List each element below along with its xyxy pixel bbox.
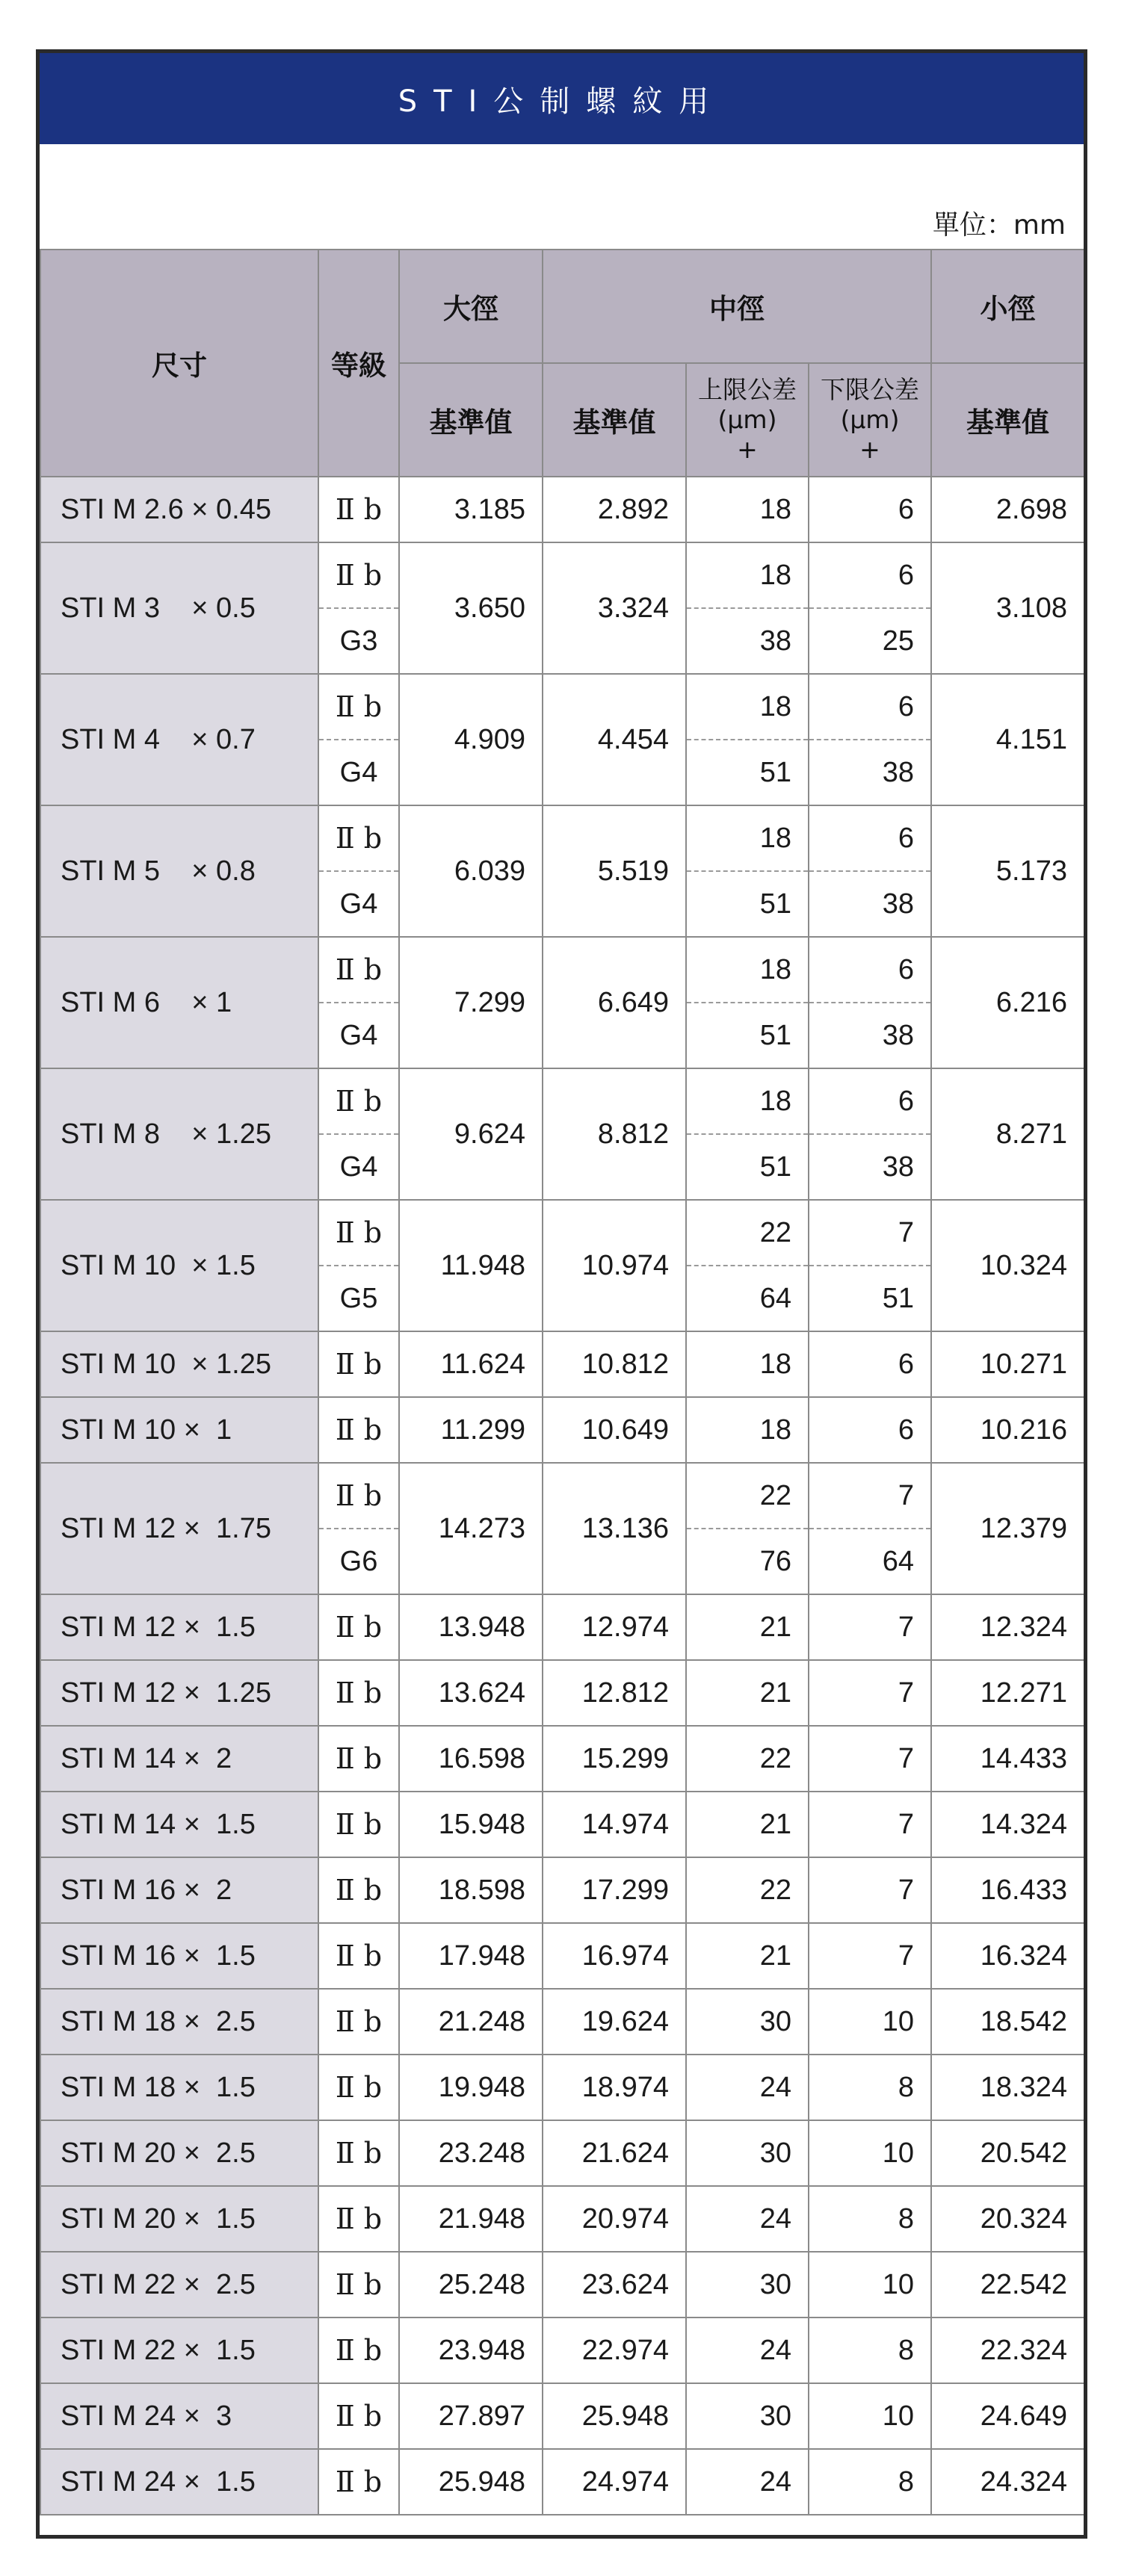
size-cell: STI M 14 × 2 [40, 1726, 318, 1792]
header-major-basic: 基準值 [399, 363, 543, 477]
grade-cell: Ⅱ b [318, 542, 399, 608]
table-row [40, 1726, 1084, 1792]
upper-tolerance-cell: 21 [686, 1792, 809, 1857]
upper-tolerance-cell: 21 [686, 1660, 809, 1726]
size-cell: STI M 16 × 2 [40, 1857, 318, 1923]
upper-tolerance-unit: (μm) [717, 405, 777, 434]
minor-basic-cell: 22.542 [931, 2252, 1084, 2318]
minor-basic-cell: 8.271 [931, 1068, 1084, 1200]
pitch-basic-cell: 21.624 [543, 2120, 686, 2186]
grade-cell: G3 [318, 608, 399, 674]
lower-tolerance-cell: 7 [809, 1792, 931, 1857]
lower-tolerance-cell: 10 [809, 2252, 931, 2318]
lower-tolerance-cell: 38 [809, 740, 931, 805]
upper-tolerance-cell: 51 [686, 1134, 809, 1200]
major-basic-cell: 3.185 [399, 477, 543, 542]
table-row [40, 477, 1084, 542]
pitch-basic-cell: 12.974 [543, 1594, 686, 1660]
size-cell: STI M 3 × 0.5 [40, 542, 318, 674]
table-row [40, 937, 1084, 1003]
table-row [40, 1989, 1084, 2055]
pitch-basic-cell: 15.299 [543, 1726, 686, 1792]
grade-cell: Ⅱ b [318, 2055, 399, 2120]
grade-cell: Ⅱ b [318, 1463, 399, 1529]
pitch-basic-cell: 24.974 [543, 2449, 686, 2515]
upper-tolerance-cell: 18 [686, 805, 809, 871]
table-row [40, 2120, 1084, 2186]
pitch-basic-cell: 2.892 [543, 477, 686, 542]
pitch-basic-cell: 12.812 [543, 1660, 686, 1726]
lower-tolerance-cell: 7 [809, 1660, 931, 1726]
header-minor-basic: 基準值 [931, 363, 1084, 477]
pitch-basic-cell: 16.974 [543, 1923, 686, 1989]
spec-sheet [36, 49, 1087, 2539]
upper-tolerance-cell: 22 [686, 1726, 809, 1792]
pitch-basic-cell: 5.519 [543, 805, 686, 937]
lower-tolerance-cell: 8 [809, 2318, 931, 2383]
minor-basic-cell: 16.433 [931, 1857, 1084, 1923]
grade-cell: Ⅱ b [318, 2318, 399, 2383]
major-basic-cell: 23.248 [399, 2120, 543, 2186]
table-row [40, 674, 1084, 740]
table-row [40, 1660, 1084, 1726]
upper-tolerance-cell: 30 [686, 2120, 809, 2186]
upper-tolerance-cell: 38 [686, 608, 809, 674]
minor-basic-cell: 24.649 [931, 2383, 1084, 2449]
major-basic-cell: 17.948 [399, 1923, 543, 1989]
lower-tolerance-cell: 6 [809, 477, 931, 542]
upper-tolerance-cell: 51 [686, 871, 809, 937]
grade-cell: G4 [318, 740, 399, 805]
table-row [40, 1068, 1084, 1134]
major-basic-cell: 11.624 [399, 1331, 543, 1397]
minor-basic-cell: 4.151 [931, 674, 1084, 805]
grade-cell: Ⅱ b [318, 1397, 399, 1463]
grade-cell: G6 [318, 1529, 399, 1594]
lower-tolerance-unit: (μm) [840, 405, 900, 434]
table-row [40, 2186, 1084, 2252]
minor-basic-cell: 3.108 [931, 542, 1084, 674]
size-cell: STI M 24 × 3 [40, 2383, 318, 2449]
pitch-basic-cell: 20.974 [543, 2186, 686, 2252]
page-title: STI公制螺紋用 [40, 53, 1084, 144]
grade-cell: G4 [318, 871, 399, 937]
major-basic-cell: 13.948 [399, 1594, 543, 1660]
grade-cell: Ⅱ b [318, 1594, 399, 1660]
size-cell: STI M 5 × 0.8 [40, 805, 318, 937]
lower-tolerance-cell: 38 [809, 1134, 931, 1200]
grade-cell: Ⅱ b [318, 2449, 399, 2515]
upper-tolerance-sign: + [737, 435, 758, 464]
table-row [40, 2449, 1084, 2515]
lower-tolerance-cell: 10 [809, 2383, 931, 2449]
size-cell: STI M 18 × 1.5 [40, 2055, 318, 2120]
pitch-basic-cell: 22.974 [543, 2318, 686, 2383]
size-cell: STI M 8 × 1.25 [40, 1068, 318, 1200]
major-basic-cell: 25.248 [399, 2252, 543, 2318]
lower-tolerance-cell: 51 [809, 1266, 931, 1331]
pitch-basic-cell: 3.324 [543, 542, 686, 674]
grade-cell: Ⅱ b [318, 1660, 399, 1726]
size-cell: STI M 10 × 1.25 [40, 1331, 318, 1397]
lower-tolerance-cell: 7 [809, 1200, 931, 1266]
pitch-basic-cell: 8.812 [543, 1068, 686, 1200]
upper-tolerance-cell: 22 [686, 1857, 809, 1923]
minor-basic-cell: 18.324 [931, 2055, 1084, 2120]
grade-cell: Ⅱ b [318, 1331, 399, 1397]
major-basic-cell: 27.897 [399, 2383, 543, 2449]
pitch-basic-cell: 10.974 [543, 1200, 686, 1331]
header-pitch-diameter: 中徑 [543, 250, 931, 363]
size-cell: STI M 10 × 1.5 [40, 1200, 318, 1331]
table-row [40, 1857, 1084, 1923]
table-row [40, 1463, 1084, 1529]
lower-tolerance-cell: 6 [809, 937, 931, 1003]
minor-basic-cell: 10.324 [931, 1200, 1084, 1331]
pitch-basic-cell: 25.948 [543, 2383, 686, 2449]
upper-tolerance-cell: 18 [686, 1397, 809, 1463]
size-cell: STI M 2.6 × 0.45 [40, 477, 318, 542]
pitch-basic-cell: 23.624 [543, 2252, 686, 2318]
pitch-basic-cell: 10.812 [543, 1331, 686, 1397]
minor-basic-cell: 18.542 [931, 1989, 1084, 2055]
size-cell: STI M 24 × 1.5 [40, 2449, 318, 2515]
upper-tolerance-cell: 21 [686, 1923, 809, 1989]
lower-tolerance-cell: 10 [809, 2120, 931, 2186]
lower-tolerance-cell: 7 [809, 1463, 931, 1529]
size-cell: STI M 10 × 1 [40, 1397, 318, 1463]
minor-basic-cell: 20.542 [931, 2120, 1084, 2186]
table-row [40, 1923, 1084, 1989]
table-row [40, 2318, 1084, 2383]
major-basic-cell: 16.598 [399, 1726, 543, 1792]
grade-cell: Ⅱ b [318, 937, 399, 1003]
minor-basic-cell: 12.324 [931, 1594, 1084, 1660]
lower-tolerance-cell: 6 [809, 1068, 931, 1134]
major-basic-cell: 14.273 [399, 1463, 543, 1594]
unit-label: 單位：mm [932, 210, 1066, 241]
table-row [40, 542, 1084, 608]
grade-cell: Ⅱ b [318, 1068, 399, 1134]
upper-tolerance-cell: 24 [686, 2449, 809, 2515]
table-row [40, 2383, 1084, 2449]
lower-tolerance-cell: 25 [809, 608, 931, 674]
table-body [40, 477, 1084, 2515]
pitch-basic-cell: 4.454 [543, 674, 686, 805]
pitch-basic-cell: 17.299 [543, 1857, 686, 1923]
size-cell: STI M 14 × 1.5 [40, 1792, 318, 1857]
size-cell: STI M 4 × 0.7 [40, 674, 318, 805]
upper-tolerance-label: 上限公差 [698, 375, 797, 404]
upper-tolerance-cell: 64 [686, 1266, 809, 1331]
header-major-diameter: 大徑 [399, 250, 543, 363]
lower-tolerance-cell: 6 [809, 674, 931, 740]
header-upper-tolerance [686, 363, 809, 477]
grade-cell: G4 [318, 1134, 399, 1200]
upper-tolerance-cell: 30 [686, 2383, 809, 2449]
table-row [40, 2252, 1084, 2318]
major-basic-cell: 9.624 [399, 1068, 543, 1200]
table-row [40, 1792, 1084, 1857]
header-size: 尺寸 [40, 250, 318, 477]
lower-tolerance-cell: 38 [809, 871, 931, 937]
minor-basic-cell: 10.271 [931, 1331, 1084, 1397]
minor-basic-cell: 14.324 [931, 1792, 1084, 1857]
lower-tolerance-cell: 6 [809, 805, 931, 871]
major-basic-cell: 7.299 [399, 937, 543, 1068]
lower-tolerance-sign: + [859, 435, 880, 464]
header-pitch-basic: 基準值 [543, 363, 686, 477]
grade-cell: Ⅱ b [318, 477, 399, 542]
grade-cell: Ⅱ b [318, 2120, 399, 2186]
lower-tolerance-cell: 10 [809, 1989, 931, 2055]
header-lower-tolerance [809, 363, 931, 477]
lower-tolerance-cell: 6 [809, 1397, 931, 1463]
grade-cell: Ⅱ b [318, 805, 399, 871]
upper-tolerance-cell: 76 [686, 1529, 809, 1594]
size-cell: STI M 22 × 2.5 [40, 2252, 318, 2318]
major-basic-cell: 6.039 [399, 805, 543, 937]
major-basic-cell: 21.248 [399, 1989, 543, 2055]
grade-cell: Ⅱ b [318, 1792, 399, 1857]
upper-tolerance-cell: 22 [686, 1200, 809, 1266]
upper-tolerance-cell: 18 [686, 542, 809, 608]
minor-basic-cell: 2.698 [931, 477, 1084, 542]
grade-cell: Ⅱ b [318, 1726, 399, 1792]
size-cell: STI M 18 × 2.5 [40, 1989, 318, 2055]
minor-basic-cell: 14.433 [931, 1726, 1084, 1792]
size-cell: STI M 20 × 1.5 [40, 2186, 318, 2252]
pitch-basic-cell: 10.649 [543, 1397, 686, 1463]
upper-tolerance-cell: 51 [686, 1003, 809, 1068]
upper-tolerance-cell: 18 [686, 1331, 809, 1397]
table-row [40, 805, 1084, 871]
upper-tolerance-cell: 18 [686, 1068, 809, 1134]
major-basic-cell: 23.948 [399, 2318, 543, 2383]
major-basic-cell: 11.948 [399, 1200, 543, 1331]
grade-cell: Ⅱ b [318, 2252, 399, 2318]
major-basic-cell: 3.650 [399, 542, 543, 674]
header-grade: 等級 [318, 250, 399, 477]
grade-cell: G4 [318, 1003, 399, 1068]
lower-tolerance-cell: 6 [809, 1331, 931, 1397]
pitch-basic-cell: 19.624 [543, 1989, 686, 2055]
lower-tolerance-label: 下限公差 [821, 375, 919, 404]
size-cell: STI M 12 × 1.25 [40, 1660, 318, 1726]
upper-tolerance-cell: 21 [686, 1594, 809, 1660]
upper-tolerance-cell: 30 [686, 2252, 809, 2318]
table-row [40, 1397, 1084, 1463]
minor-basic-cell: 5.173 [931, 805, 1084, 937]
lower-tolerance-cell: 7 [809, 1923, 931, 1989]
minor-basic-cell: 6.216 [931, 937, 1084, 1068]
upper-tolerance-cell: 24 [686, 2318, 809, 2383]
minor-basic-cell: 24.324 [931, 2449, 1084, 2515]
lower-tolerance-cell: 38 [809, 1003, 931, 1068]
size-cell: STI M 12 × 1.75 [40, 1463, 318, 1594]
grade-cell: Ⅱ b [318, 674, 399, 740]
upper-tolerance-cell: 18 [686, 477, 809, 542]
size-cell: STI M 22 × 1.5 [40, 2318, 318, 2383]
major-basic-cell: 11.299 [399, 1397, 543, 1463]
upper-tolerance-cell: 22 [686, 1463, 809, 1529]
table-row [40, 1594, 1084, 1660]
major-basic-cell: 21.948 [399, 2186, 543, 2252]
grade-cell: Ⅱ b [318, 1923, 399, 1989]
table-row [40, 2055, 1084, 2120]
minor-basic-cell: 12.271 [931, 1660, 1084, 1726]
grade-cell: G5 [318, 1266, 399, 1331]
grade-cell: Ⅱ b [318, 2186, 399, 2252]
minor-basic-cell: 20.324 [931, 2186, 1084, 2252]
major-basic-cell: 13.624 [399, 1660, 543, 1726]
lower-tolerance-cell: 7 [809, 1726, 931, 1792]
lower-tolerance-cell: 7 [809, 1594, 931, 1660]
pitch-basic-cell: 13.136 [543, 1463, 686, 1594]
upper-tolerance-cell: 24 [686, 2186, 809, 2252]
table-row [40, 1200, 1084, 1266]
major-basic-cell: 25.948 [399, 2449, 543, 2515]
pitch-basic-cell: 14.974 [543, 1792, 686, 1857]
lower-tolerance-cell: 8 [809, 2449, 931, 2515]
pitch-basic-cell: 18.974 [543, 2055, 686, 2120]
size-cell: STI M 6 × 1 [40, 937, 318, 1068]
major-basic-cell: 19.948 [399, 2055, 543, 2120]
thread-spec-table [40, 249, 1085, 2515]
lower-tolerance-cell: 64 [809, 1529, 931, 1594]
grade-cell: Ⅱ b [318, 1989, 399, 2055]
lower-tolerance-cell: 7 [809, 1857, 931, 1923]
size-cell: STI M 16 × 1.5 [40, 1923, 318, 1989]
minor-basic-cell: 22.324 [931, 2318, 1084, 2383]
grade-cell: Ⅱ b [318, 1857, 399, 1923]
lower-tolerance-cell: 8 [809, 2186, 931, 2252]
table-row [40, 1331, 1084, 1397]
upper-tolerance-cell: 24 [686, 2055, 809, 2120]
minor-basic-cell: 16.324 [931, 1923, 1084, 1989]
size-cell: STI M 12 × 1.5 [40, 1594, 318, 1660]
lower-tolerance-cell: 8 [809, 2055, 931, 2120]
lower-tolerance-cell: 6 [809, 542, 931, 608]
size-cell: STI M 20 × 2.5 [40, 2120, 318, 2186]
minor-basic-cell: 10.216 [931, 1397, 1084, 1463]
upper-tolerance-cell: 18 [686, 937, 809, 1003]
grade-cell: Ⅱ b [318, 1200, 399, 1266]
major-basic-cell: 4.909 [399, 674, 543, 805]
minor-basic-cell: 12.379 [931, 1463, 1084, 1594]
upper-tolerance-cell: 30 [686, 1989, 809, 2055]
major-basic-cell: 18.598 [399, 1857, 543, 1923]
upper-tolerance-cell: 18 [686, 674, 809, 740]
upper-tolerance-cell: 51 [686, 740, 809, 805]
major-basic-cell: 15.948 [399, 1792, 543, 1857]
grade-cell: Ⅱ b [318, 2383, 399, 2449]
pitch-basic-cell: 6.649 [543, 937, 686, 1068]
header-minor-diameter: 小徑 [931, 250, 1084, 363]
